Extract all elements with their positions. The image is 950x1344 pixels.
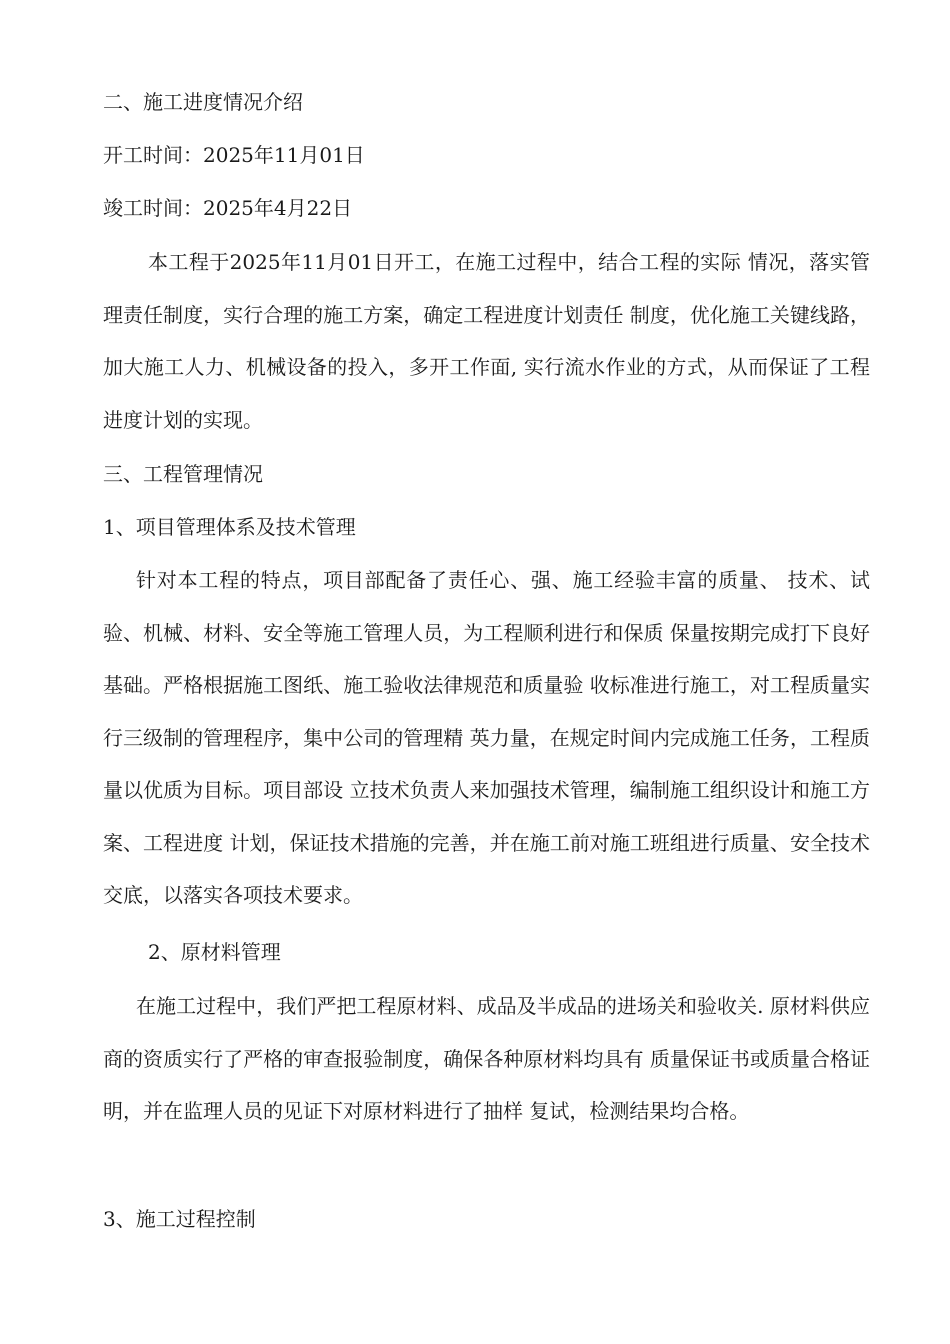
subheading-raw-materials: 2、原材料管理 (148, 940, 281, 964)
project-management-paragraph: 针对本工程的特点，项目部配备了责任心、强、施工经验丰富的质量、 技术、试验、机械、材料、安全等施工管理人员，为工程顺利进行和保质 保量按期完成打下良好基础。严格根据施工图纸、施工验收法律规范和质量验 收标准进行施工，对工程质量实行三级制的管理程序，集中公司的管理精 英力量，在规定时间内完成施工任务，工程质量以优质为目标。项目部设 立技术负责人来加强技术管理，编制施工组织设计和施工方案、工程进度 计划，保证技术措施的完善，并在施工前对施工班组进行质量、安全技术 交底，以落实各项技术要求。 (103, 568, 870, 907)
completion-date-line: 竣工时间：2025年4月22日 (103, 196, 353, 220)
progress-paragraph: 本工程于2025年11月01日开工，在施工过程中，结合工程的实际 情况，落实管理责任制度，实行合理的施工方案，确定工程进度计划责任 制度，优化施工关键线路，加大施工人力、机械设备的投入，多开工作面, 实行流水作业的方式，从而保证了工程进度计划的实现。 (103, 250, 870, 432)
subheading-project-management: 1、项目管理体系及技术管理 (103, 515, 356, 539)
raw-materials-paragraph: 在施工过程中，我们严把工程原材料、成品及半成品的进场关和验收关. 原材料供应商的资质实行了严格的审查报验制度，确保各种原材料均具有 质量保证书或质量合格证明，并在监理人员的见证下对原材料进行了抽样 复试，检测结果均合格。 (103, 994, 870, 1123)
section-heading-management: 三、工程管理情况 (103, 462, 263, 486)
subheading-process-control: 3、施工过程控制 (103, 1207, 256, 1231)
section-heading-progress: 二、施工进度情况介绍 (103, 90, 303, 114)
start-date-line: 开工时间：2025年11月01日 (103, 143, 365, 167)
